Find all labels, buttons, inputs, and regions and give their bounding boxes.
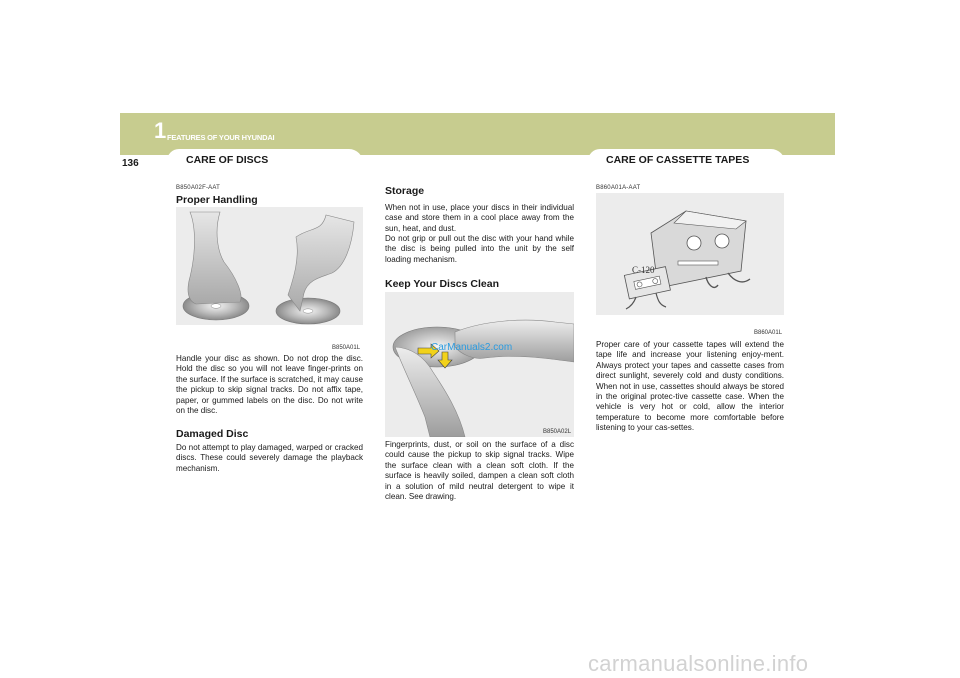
- cassette-figure: [596, 193, 784, 315]
- proper-handling-body: Handle your disc as shown. Do not drop the disc. Hold the disc so you will not leave finger-prints on the surface. If the surface is scratched, it may cause the pickup to skip signal tracks. Do not affix tape, paper, or gummed labels on the disc. Do not write on the disc.: [176, 354, 363, 416]
- cassette-care-body: Proper care of your cassette tapes will extend the tape life and increase your listening enjoy-ment. Always protect your tapes and cassette cases from direct sunlight, severely cold and dusty conditions. When not in use, cassettes should always be stored in the original protec-tive cassette case. When the vehicle is very hot or cold, allow the interior temperature to become more comfortable before listening to your cas-settes.: [596, 340, 784, 433]
- storage-heading: Storage: [385, 185, 425, 197]
- page-number: 136: [122, 158, 139, 169]
- storage-body-1: When not in use, place your discs in their individual case and store them in a cool place away from the sun, heat, and dust.: [385, 203, 574, 233]
- proper-handling-heading: Proper Handling: [176, 194, 258, 206]
- disc-handling-figure: [176, 207, 363, 325]
- damaged-disc-body: Do not attempt to play damaged, warped or cracked discs. These could severely damage the playback mechanism.: [176, 443, 363, 473]
- figure-code-b850a01l: B850A01L: [332, 345, 361, 351]
- disc-cleaning-figure: [385, 292, 574, 437]
- disc-handling-illustration: [176, 207, 363, 325]
- figure-code-b860a01l: B860A01L: [754, 330, 783, 336]
- damaged-disc-heading: Damaged Disc: [176, 428, 249, 440]
- footer-site: carmanualsonline.info: [588, 651, 809, 676]
- cassette-player-illustration: [596, 193, 784, 315]
- right-section-title: CARE OF CASSETTE TAPES: [606, 154, 750, 166]
- figure-code-b850a02l: B850A02L: [543, 429, 572, 435]
- keep-discs-clean-heading: Keep Your Discs Clean: [385, 278, 499, 290]
- left-section-title: CARE OF DISCS: [186, 154, 269, 166]
- chapter-number: 1: [154, 118, 167, 143]
- chapter-title: FEATURES OF YOUR HYUNDAI: [167, 133, 275, 142]
- storage-body-2: Do not grip or pull out the disc with your hand while the disc is being pulled into the unit by the self loading mechanism.: [385, 234, 574, 264]
- cassette-label: C-120: [632, 265, 655, 275]
- left-section-code: B850A02F-AAT: [176, 185, 220, 191]
- watermark-text: CarManuals2.com: [431, 342, 513, 353]
- right-section-code: B860A01A-AAT: [596, 185, 641, 191]
- keep-discs-clean-body: Fingerprints, dust, or soil on the surface of a disc could cause the pickup to skip signal tracks. Wipe the surface clean with a clean soft cloth. If the surface is heavily soiled, dampen a clean soft cloth in a solution of mild neutral detergent to wipe it clean. See drawing.: [385, 440, 574, 502]
- disc-cleaning-illustration: [385, 292, 574, 437]
